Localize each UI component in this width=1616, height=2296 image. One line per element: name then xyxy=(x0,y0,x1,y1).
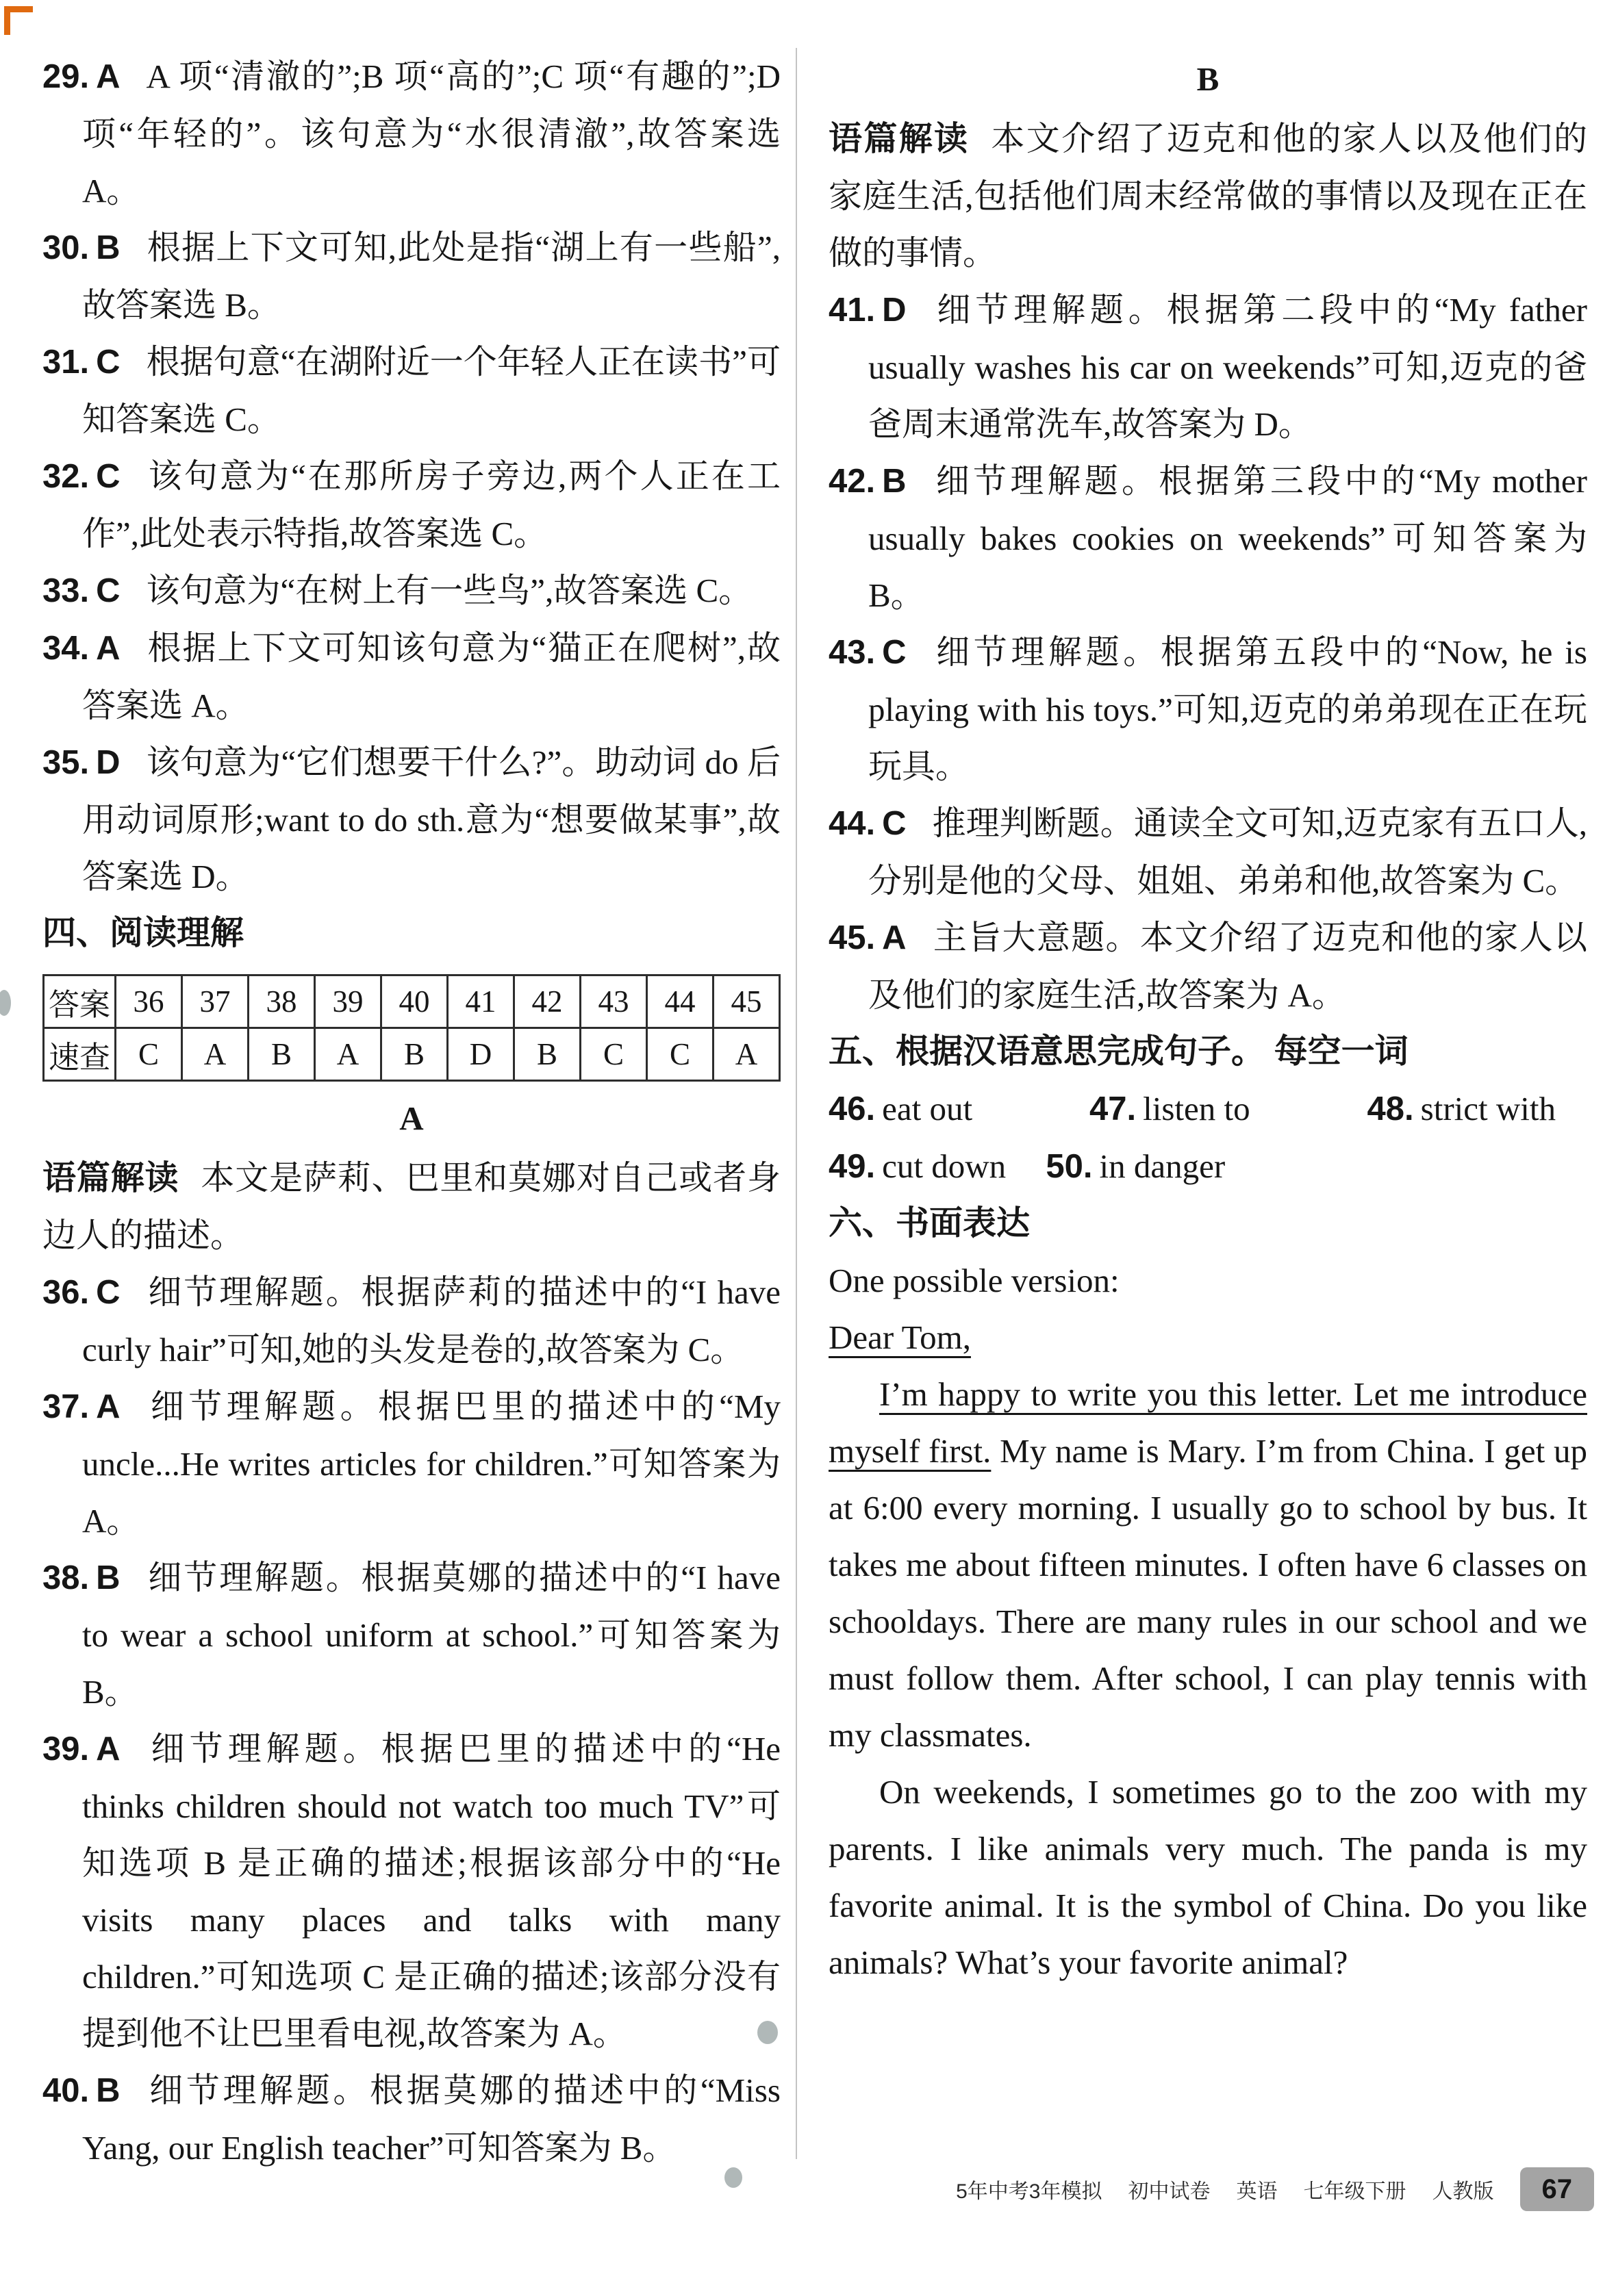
item-number: 35. xyxy=(42,744,90,781)
completion-answer xyxy=(829,1080,972,1138)
item-answer: C xyxy=(96,1274,121,1311)
completion-text: eat out xyxy=(882,1090,973,1127)
passage-a-intro xyxy=(42,1149,781,1264)
footer-subject: 英语 xyxy=(1236,2180,1278,2203)
explanation-item xyxy=(42,562,781,620)
item-explanation: 根据上下文可知该句意为“猫正在爬树”,故答案选 A。 xyxy=(82,629,781,724)
version-label: One possible version: xyxy=(829,1262,1120,1299)
left-column xyxy=(42,48,781,2176)
table-cell: 38 xyxy=(249,975,315,1028)
letter-paragraph-1 xyxy=(829,1366,1587,1763)
explanation-item xyxy=(829,281,1587,452)
completion-text: cut down xyxy=(882,1147,1007,1185)
item-number: 47. xyxy=(1089,1090,1137,1127)
item-answer: A xyxy=(882,919,907,956)
table-cell: C xyxy=(647,1028,714,1081)
item-number: 45. xyxy=(829,919,876,956)
intro-label: 语篇解读 xyxy=(42,1160,179,1197)
item-explanation: 细节理解题。根据莫娜的描述中的“Miss Yang, our English teacher”可知答案为 B。 xyxy=(82,2071,781,2167)
table-cell: 44 xyxy=(647,975,714,1028)
item-number: 41. xyxy=(829,292,876,329)
footer-exam-type: 初中试卷 xyxy=(1128,2180,1211,2203)
item-explanation: 细节理解题。根据巴里的描述中的“My uncle...He writes articles for children.”可知答案为 A。 xyxy=(82,1388,781,1540)
item-number: 34. xyxy=(42,630,90,667)
passage-b-intro xyxy=(829,110,1587,281)
letter-paragraph-2: On weekends, I sometimes go to the zoo with my parents. I like animals very much. The panda is my favorite animal. It is the symbol of China. Do you like animals? What’s your favorite animal? xyxy=(829,1773,1587,1981)
completion-answer xyxy=(829,1138,1006,1195)
explanation-item xyxy=(42,1378,781,1549)
item-explanation: 细节理解题。根据第二段中的“My father usually washes his car on weekends”可知,迈克的爸爸周末通常洗车,故答案为 D。 xyxy=(868,291,1587,443)
page-footer xyxy=(956,2167,1594,2211)
item-number: 37. xyxy=(42,1388,90,1425)
item-answer: D xyxy=(96,744,121,781)
item-explanation: 细节理解题。根据第三段中的“My mother usually bakes cookies on weekends”可知答案为 B。 xyxy=(868,462,1587,614)
item-explanation: 细节理解题。根据巴里的描述中的“He thinks children should not watch too much TV”可知选项 B 是正确的描述;根据该部分中的“He visits many places and talks with many children.”可知选项 C 是正确的描述;该部分没有提到他不让巴里看电视,故答案为 A。 xyxy=(82,1730,781,2052)
item-number: 48. xyxy=(1367,1090,1414,1127)
item-number: 32. xyxy=(42,458,90,495)
item-explanation: 推理判断题。通读全文可知,迈克家有五口人,分别是他的父母、姐姐、弟弟和他,故答案为 C。 xyxy=(868,804,1587,900)
explanation-item xyxy=(42,1264,781,1378)
item-number: 29. xyxy=(42,58,90,95)
crop-mark-vertical xyxy=(4,6,10,35)
item-explanation: 该句意为“在那所房子旁边,两个人正在工作”,此处表示特指,故答案选 C。 xyxy=(82,457,781,552)
item-answer: C xyxy=(882,805,907,842)
item-explanation: 细节理解题。根据第五段中的“Now, he is playing with his toys.”可知,迈克的弟弟现在正在玩玩具。 xyxy=(868,633,1587,785)
section-4-title: 四、阅读理解 xyxy=(42,915,244,952)
explanation-item xyxy=(42,1720,781,2062)
item-number: 50. xyxy=(1046,1148,1093,1185)
table-label-quickcheck: 速查 xyxy=(44,1028,116,1081)
table-cell: C xyxy=(116,1028,182,1081)
table-row xyxy=(44,1028,780,1081)
table-cell: 40 xyxy=(381,975,448,1028)
table-cell: A xyxy=(315,1028,381,1081)
item-explanation: 该句意为“它们想要干什么?”。助动词 do 后用动词原形;want to do sth.意为“想要做某事”,故答案选 D。 xyxy=(82,743,781,895)
page-number-badge: 67 xyxy=(1520,2167,1595,2211)
item-answer: B xyxy=(96,229,121,266)
item-answer: C xyxy=(882,634,907,671)
explanation-item xyxy=(829,452,1587,624)
table-cell: B xyxy=(249,1028,315,1081)
item-number: 38. xyxy=(42,1559,90,1596)
table-cell: 39 xyxy=(315,975,381,1028)
completion-answer xyxy=(1367,1080,1556,1138)
explanation-item xyxy=(42,219,781,333)
letter-body-text: My name is Mary. I’m from China. I get up at 6:00 every morning. I usually go to school by bus. It takes me about fifteen minutes. I often have 6 classes on schooldays. There are many rules in our school and we must follow them. After school, I can play tennis with my classmates. xyxy=(829,1432,1587,1754)
completion-answer xyxy=(1046,1138,1225,1195)
explanation-item xyxy=(829,909,1587,1023)
item-number: 39. xyxy=(42,1731,90,1768)
explanation-item xyxy=(42,448,781,562)
scan-artifact xyxy=(0,990,11,1016)
item-answer: B xyxy=(96,2072,121,2109)
right-column xyxy=(829,48,1587,2176)
explanation-item xyxy=(42,1549,781,1720)
item-number: 46. xyxy=(829,1090,876,1127)
completion-answers xyxy=(829,1080,1587,1195)
item-explanation: 主旨大意题。本文介绍了迈克和他的家人以及他们的家庭生活,故答案为 A。 xyxy=(868,919,1587,1014)
item-answer: B xyxy=(882,463,907,500)
footer-grade: 七年级下册 xyxy=(1303,2180,1406,2203)
item-number: 30. xyxy=(42,229,90,266)
completion-text: in danger xyxy=(1099,1147,1226,1185)
item-number: 31. xyxy=(42,344,90,381)
item-number: 43. xyxy=(829,634,876,671)
section-6-title: 六、书面表达 xyxy=(829,1205,1031,1242)
explanation-item xyxy=(42,48,781,219)
table-cell: D xyxy=(448,1028,514,1081)
explanation-item xyxy=(829,795,1587,909)
item-explanation: 根据上下文可知,此处是指“湖上有一些船”,故答案选 B。 xyxy=(82,229,781,324)
table-cell: 45 xyxy=(714,975,780,1028)
section-5-title: 五、根据汉语意思完成句子。 每空一词 xyxy=(829,1033,1409,1070)
explanation-item xyxy=(829,624,1587,795)
item-answer: B xyxy=(96,1559,121,1596)
item-explanation: 该句意为“在树上有一些鸟”,故答案选 C。 xyxy=(146,572,753,609)
item-number: 44. xyxy=(829,805,876,842)
passage-b-heading: B xyxy=(1196,60,1220,98)
table-label-answer: 答案 xyxy=(44,975,116,1028)
item-answer: D xyxy=(882,292,907,329)
table-cell: 43 xyxy=(581,975,647,1028)
explanation-item xyxy=(42,734,781,905)
letter-salutation: Dear Tom, xyxy=(829,1318,971,1356)
page-content xyxy=(42,48,1587,2176)
table-cell: A xyxy=(714,1028,780,1081)
table-cell: B xyxy=(381,1028,448,1081)
intro-text: 本文介绍了迈克和他的家人以及他们的家庭生活,包括他们周末经常做的事情以及现在正在做的事情。 xyxy=(829,120,1587,272)
item-number: 40. xyxy=(42,2072,90,2109)
explanation-item xyxy=(42,333,781,448)
letter-underlined-text: I’m happy to write you this letter. Let me introduce myself first. xyxy=(829,1375,1587,1470)
item-explanation: A 项“清澈的”;B 项“高的”;C 项“有趣的”;D 项“年轻的”。该句意为“水很清澈”,故答案选 A。 xyxy=(82,58,781,209)
intro-text: 本文是萨莉、巴里和莫娜对自己或者身边人的描述。 xyxy=(42,1159,781,1254)
table-cell: 42 xyxy=(514,975,581,1028)
item-explanation: 细节理解题。根据萨莉的描述中的“I have curly hair”可知,她的头发是卷的,故答案为 C。 xyxy=(82,1273,781,1368)
intro-label: 语篇解读 xyxy=(829,120,970,157)
explanation-item xyxy=(42,2062,781,2176)
answer-quick-check-table xyxy=(42,974,781,1082)
completion-text: listen to xyxy=(1143,1090,1250,1127)
completion-answer xyxy=(1089,1080,1250,1138)
item-answer: C xyxy=(96,458,121,495)
explanation-item xyxy=(42,620,781,734)
item-explanation: 细节理解题。根据莫娜的描述中的“I have to wear a school uniform at school.”可知答案为 B。 xyxy=(82,1559,781,1711)
item-answer: A xyxy=(96,58,121,95)
item-answer: C xyxy=(96,572,121,609)
column-divider xyxy=(796,48,797,2159)
item-answer: A xyxy=(96,1388,121,1425)
item-number: 49. xyxy=(829,1148,876,1185)
item-explanation: 根据句意“在湖附近一个年轻人正在读书”可知答案选 C。 xyxy=(82,343,781,438)
item-answer: A xyxy=(96,630,121,667)
item-number: 36. xyxy=(42,1274,90,1311)
item-answer: C xyxy=(96,344,121,381)
footer-series-title: 5年中考3年模拟 xyxy=(956,2180,1102,2203)
table-cell: 36 xyxy=(116,975,182,1028)
item-answer: A xyxy=(96,1731,121,1768)
table-cell: 37 xyxy=(182,975,249,1028)
table-row xyxy=(44,975,780,1028)
footer-edition: 人教版 xyxy=(1432,2180,1494,2203)
table-cell: 41 xyxy=(448,975,514,1028)
completion-text: strict with xyxy=(1420,1090,1556,1127)
item-number: 42. xyxy=(829,463,876,500)
table-cell: B xyxy=(514,1028,581,1081)
table-cell: A xyxy=(182,1028,249,1081)
letter-salutation-line xyxy=(829,1309,1587,1366)
passage-a-heading: A xyxy=(399,1099,424,1137)
item-number: 33. xyxy=(42,572,90,609)
table-cell: C xyxy=(581,1028,647,1081)
